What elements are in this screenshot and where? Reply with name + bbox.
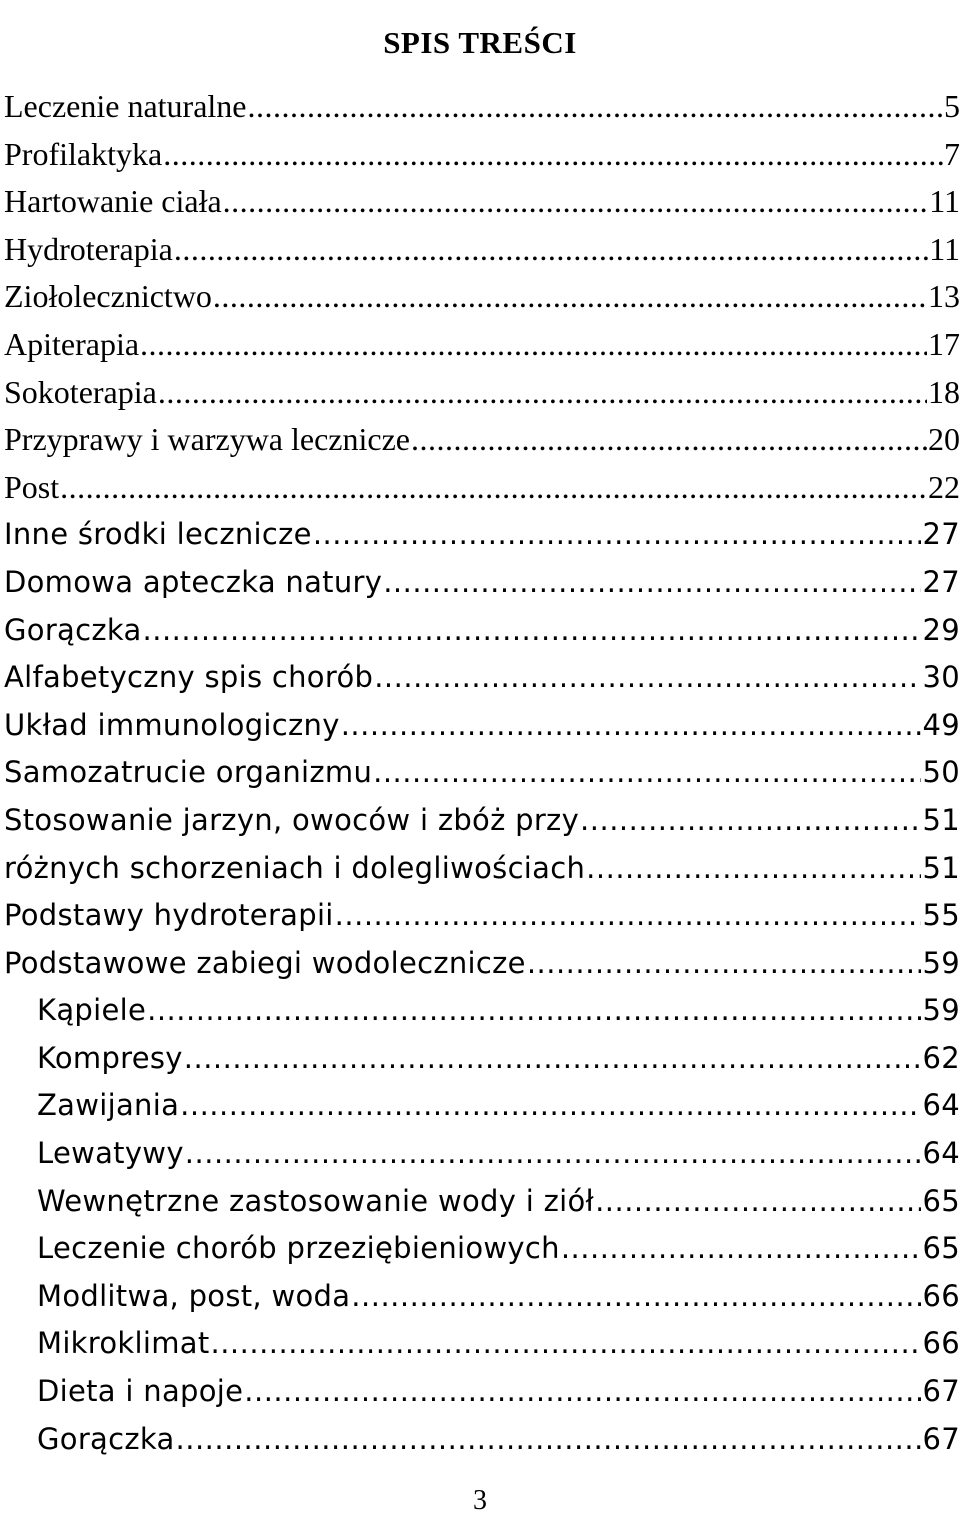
toc-entry <box>4 1225 960 1273</box>
toc-entry <box>4 1178 960 1226</box>
page-number: 3 <box>473 1485 487 1516</box>
toc-leader-dots <box>586 845 921 893</box>
toc-leader-dots <box>580 797 921 845</box>
toc-entry <box>4 511 960 559</box>
toc-entry-page: 5 <box>944 88 960 124</box>
toc-entry-page: 64 <box>922 1136 960 1171</box>
toc-leader-dots <box>341 702 922 750</box>
toc-entry-page: 7 <box>944 135 960 172</box>
toc-entry-page: 65 <box>922 1183 960 1218</box>
toc-leader-dots <box>411 416 927 464</box>
toc-entry-label: Apiterapia <box>4 325 140 362</box>
toc-leader-dots <box>158 369 927 417</box>
toc-entry <box>4 1368 960 1416</box>
table-of-contents <box>4 83 960 1463</box>
toc-leader-dots <box>184 1035 922 1083</box>
toc-entry <box>4 369 960 417</box>
toc-entry <box>4 131 960 179</box>
toc-entry-label: Kąpiele <box>37 993 147 1028</box>
toc-entry-label: Stosowanie jarzyn, owoców i zbóż przy <box>4 802 580 837</box>
toc-entry-label: Hydroterapia <box>4 230 173 267</box>
toc-entry-page: 67 <box>922 1421 960 1456</box>
toc-leader-dots <box>211 1320 922 1368</box>
toc-entry <box>4 654 960 702</box>
toc-entry-page: 18 <box>928 373 960 410</box>
toc-entry-label: Gorączka <box>4 612 142 647</box>
toc-leader-dots <box>313 511 922 559</box>
toc-entry-page: 29 <box>922 612 960 647</box>
toc-entry <box>4 1082 960 1130</box>
toc-leader-dots <box>176 1416 922 1464</box>
toc-leader-dots <box>595 1178 921 1226</box>
toc-leader-dots <box>174 226 928 274</box>
toc-entry-label: Podstawy hydroterapii <box>4 898 334 933</box>
toc-leader-dots <box>527 940 922 988</box>
toc-entry-label: Ziołolecznictwo <box>4 278 212 315</box>
toc-entry-page: 51 <box>922 850 960 885</box>
toc-leader-dots <box>140 321 927 369</box>
toc-entry-label: Lewatywy <box>37 1136 184 1171</box>
toc-entry-label: Post <box>4 468 60 505</box>
toc-entry-page: 22 <box>928 468 960 505</box>
toc-entry-page: 27 <box>922 517 960 552</box>
toc-entry-label: Wewnętrzne zastosowanie wody i ziół <box>37 1183 595 1218</box>
toc-entry-page: 13 <box>928 278 960 315</box>
toc-entry-label: Układ immunologiczny <box>4 707 340 742</box>
toc-leader-dots <box>374 654 921 702</box>
toc-entry-label: Profilaktyka <box>4 135 163 172</box>
toc-entry <box>4 83 960 131</box>
toc-entry <box>4 702 960 750</box>
toc-entry-page: 49 <box>922 707 960 742</box>
toc-entry <box>4 273 960 321</box>
toc-entry <box>4 845 960 893</box>
toc-entry <box>4 464 960 512</box>
toc-entry <box>4 749 960 797</box>
toc-entry-page: 51 <box>922 802 960 837</box>
toc-entry-page: 59 <box>922 993 960 1028</box>
toc-entry-label: Mikroklimat <box>37 1326 210 1361</box>
toc-entry-page: 17 <box>928 325 960 362</box>
toc-entry <box>4 607 960 655</box>
toc-entry-label: Gorączka <box>37 1421 175 1456</box>
toc-entry <box>4 1130 960 1178</box>
toc-entry-label: Domowa apteczka natury <box>4 564 383 599</box>
toc-entry-page: 67 <box>922 1374 960 1409</box>
toc-leader-dots <box>244 1368 921 1416</box>
toc-leader-dots <box>147 987 921 1035</box>
toc-leader-dots <box>213 273 927 321</box>
toc-entry-page: 55 <box>922 898 960 933</box>
toc-leader-dots <box>373 749 921 797</box>
toc-entry-page: 11 <box>929 230 960 267</box>
toc-leader-dots <box>223 178 929 226</box>
toc-entry-label: Sokoterapia <box>4 373 157 410</box>
toc-entry-page: 59 <box>922 945 960 980</box>
toc-entry-label: Alfabetyczny spis chorób <box>4 660 374 695</box>
toc-entry-label: Leczenie naturalne <box>4 88 247 124</box>
toc-entry <box>4 559 960 607</box>
toc-entry-page: 66 <box>922 1326 960 1361</box>
toc-entry-label: Podstawowe zabiegi wodolecznicze <box>4 945 526 980</box>
toc-entry <box>4 416 960 464</box>
toc-entry-page: 62 <box>922 1040 960 1075</box>
toc-entry-label: Kompresy <box>37 1040 183 1075</box>
toc-entry-page: 27 <box>922 564 960 599</box>
toc-leader-dots <box>60 464 927 512</box>
toc-entry <box>4 1416 960 1464</box>
toc-entry-page: 50 <box>922 755 960 790</box>
toc-entry <box>4 797 960 845</box>
toc-leader-dots <box>383 559 921 607</box>
toc-leader-dots <box>335 892 922 940</box>
toc-entry <box>4 940 960 988</box>
toc-entry <box>4 892 960 940</box>
toc-entry <box>4 1273 960 1321</box>
toc-entry-label: Modlitwa, post, woda <box>37 1278 351 1313</box>
toc-entry <box>4 1035 960 1083</box>
toc-leader-dots <box>163 131 943 179</box>
toc-entry-page: 64 <box>922 1088 960 1123</box>
toc-entry-label: Dieta i napoje <box>37 1374 244 1409</box>
toc-leader-dots <box>561 1225 922 1273</box>
page-title: SPIS TREŚCI <box>383 24 577 60</box>
toc-leader-dots <box>248 83 944 131</box>
toc-entry-page: 20 <box>928 421 960 458</box>
toc-entry <box>4 321 960 369</box>
toc-entry-page: 66 <box>922 1278 960 1313</box>
toc-entry <box>4 1320 960 1368</box>
toc-entry-label: Inne środki lecznicze <box>4 517 312 552</box>
toc-entry-label: Przyprawy i warzywa lecznicze <box>4 421 410 458</box>
toc-entry-label: Leczenie chorób przeziębieniowych <box>37 1231 560 1266</box>
toc-entry-label: różnych schorzeniach i dolegliwościach <box>4 850 586 885</box>
toc-entry <box>4 226 960 274</box>
toc-entry <box>4 987 960 1035</box>
toc-leader-dots <box>180 1082 921 1130</box>
toc-entry-label: Samozatrucie organizmu <box>4 755 373 790</box>
toc-entry-page: 30 <box>922 660 960 695</box>
toc-entry-page: 65 <box>922 1231 960 1266</box>
toc-leader-dots <box>351 1273 921 1321</box>
toc-leader-dots <box>185 1130 922 1178</box>
toc-entry-label: Zawijania <box>37 1088 180 1123</box>
toc-entry <box>4 178 960 226</box>
toc-entry-label: Hartowanie ciała <box>4 183 222 220</box>
toc-leader-dots <box>143 607 922 655</box>
toc-entry-page: 11 <box>929 183 960 220</box>
